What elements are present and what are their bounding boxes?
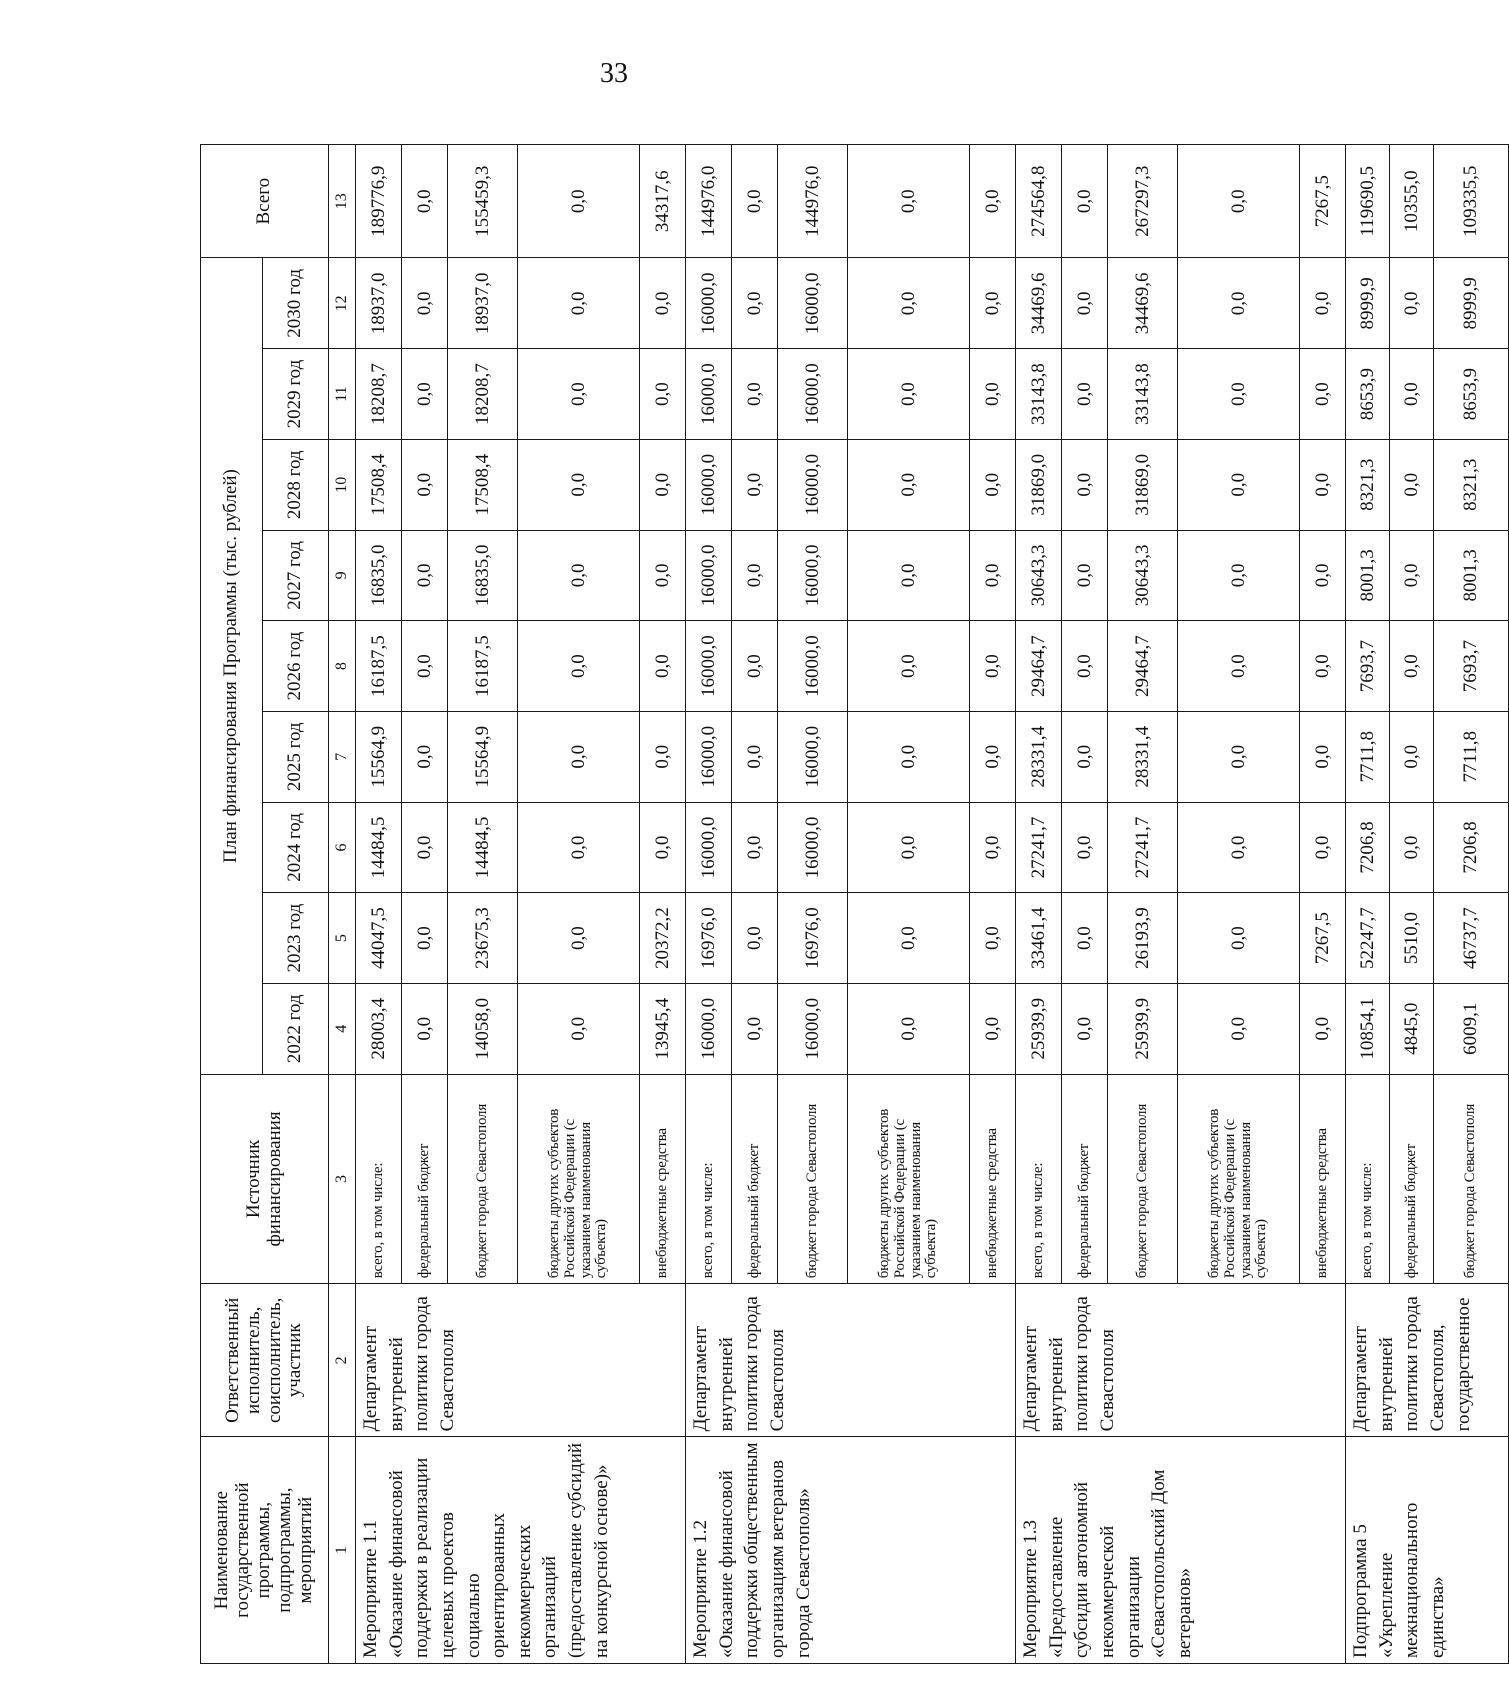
amount-cell: 0,0 (732, 349, 778, 440)
header-executor: Ответственный исполнитель, соисполнитель, участник (201, 1284, 329, 1437)
amount-cell: 0,0 (1062, 893, 1108, 984)
header-source: Источник финансирования (201, 1074, 329, 1284)
amount-cell: 0,0 (1390, 349, 1434, 440)
amount-cell: 16835,0 (448, 530, 518, 621)
amount-cell: 7711,8 (1346, 711, 1390, 802)
column-number: 4 (329, 983, 356, 1074)
amount-cell: 16976,0 (778, 893, 848, 984)
amount-cell: 15564,9 (356, 711, 402, 802)
amount-cell: 16000,0 (686, 711, 732, 802)
amount-cell: 0,0 (518, 530, 640, 621)
rotated-table-content (200, 144, 1481, 1664)
funding-source-cell: внебюджетные средства (640, 1074, 686, 1284)
amount-cell: 34469,6 (1016, 258, 1062, 349)
amount-cell: 0,0 (732, 439, 778, 530)
header-year-2029: 2029 год (263, 349, 329, 440)
executor-cell: Департамент внутренней политики города Севастополя (356, 1284, 686, 1437)
amount-cell: 0,0 (402, 711, 448, 802)
funding-source-cell: внебюджетные средства (1300, 1074, 1346, 1284)
financing-table (200, 144, 1509, 1664)
funding-source-cell: бюджеты других субъектов Российской Федерации (с указанием наименования субъекта) (848, 1074, 970, 1284)
total-cell: 144976,0 (686, 145, 732, 258)
amount-cell: 28331,4 (1108, 711, 1178, 802)
amount-cell: 0,0 (1390, 258, 1434, 349)
amount-cell: 0,0 (848, 802, 970, 893)
column-number: 7 (329, 711, 356, 802)
amount-cell: 0,0 (970, 893, 1016, 984)
amount-cell: 0,0 (518, 711, 640, 802)
amount-cell: 16835,0 (356, 530, 402, 621)
funding-source-cell: внебюджетные средства (970, 1074, 1016, 1284)
total-cell: 274564,8 (1016, 145, 1062, 258)
amount-cell: 0,0 (1390, 530, 1434, 621)
amount-cell: 0,0 (402, 621, 448, 712)
amount-cell: 0,0 (1390, 711, 1434, 802)
amount-cell: 52247,7 (1346, 893, 1390, 984)
funding-source-cell: федеральный бюджет (1062, 1074, 1108, 1284)
amount-cell: 0,0 (1300, 802, 1346, 893)
amount-cell: 16000,0 (686, 349, 732, 440)
amount-cell: 0,0 (402, 349, 448, 440)
total-cell: 0,0 (732, 145, 778, 258)
amount-cell: 0,0 (732, 711, 778, 802)
amount-cell: 14484,5 (356, 802, 402, 893)
amount-cell: 25939,9 (1108, 983, 1178, 1074)
amount-cell: 16000,0 (686, 258, 732, 349)
amount-cell: 28331,4 (1016, 711, 1062, 802)
amount-cell: 0,0 (402, 983, 448, 1074)
amount-cell: 29464,7 (1016, 621, 1062, 712)
header-year-2024: 2024 год (263, 802, 329, 893)
amount-cell: 16976,0 (686, 893, 732, 984)
amount-cell: 4845,0 (1390, 983, 1434, 1074)
amount-cell: 0,0 (732, 621, 778, 712)
amount-cell: 10854,1 (1346, 983, 1390, 1074)
amount-cell: 0,0 (1178, 349, 1300, 440)
column-number: 8 (329, 621, 356, 712)
amount-cell: 30643,3 (1108, 530, 1178, 621)
total-cell: 34317,6 (640, 145, 686, 258)
amount-cell: 0,0 (640, 439, 686, 530)
amount-cell: 16000,0 (686, 530, 732, 621)
amount-cell: 7206,8 (1434, 802, 1509, 893)
amount-cell: 33461,4 (1016, 893, 1062, 984)
amount-cell: 0,0 (1062, 258, 1108, 349)
amount-cell: 0,0 (640, 621, 686, 712)
header-year-2026: 2026 год (263, 621, 329, 712)
amount-cell: 0,0 (848, 983, 970, 1074)
amount-cell: 28003,4 (356, 983, 402, 1074)
amount-cell: 7206,8 (1346, 802, 1390, 893)
column-number: 1 (329, 1437, 356, 1664)
amount-cell: 0,0 (1300, 530, 1346, 621)
executor-cell: Департамент внутренней политики города Севастополя (686, 1284, 1016, 1437)
amount-cell: 16000,0 (686, 439, 732, 530)
amount-cell: 0,0 (732, 893, 778, 984)
funding-source-cell: всего, в том числе: (686, 1074, 732, 1284)
total-cell: 119690,5 (1346, 145, 1390, 258)
amount-cell: 27241,7 (1108, 802, 1178, 893)
funding-source-cell: федеральный бюджет (732, 1074, 778, 1284)
amount-cell: 16000,0 (778, 621, 848, 712)
amount-cell: 0,0 (402, 530, 448, 621)
amount-cell: 23675,3 (448, 893, 518, 984)
header-plan: План финансирования Программы (тыс. рублей) (201, 258, 263, 1074)
amount-cell: 0,0 (1062, 983, 1108, 1074)
funding-source-cell: бюджеты других субъектов Российской Федерации (с указанием наименования субъекта) (518, 1074, 640, 1284)
amount-cell: 16000,0 (778, 258, 848, 349)
header-year-2025: 2025 год (263, 711, 329, 802)
header-name: Наименование государственной программы, подпрограммы, мероприятий (201, 1437, 329, 1664)
program-item-name: Мероприятие 1.3 «Предоставление субсидии автономной некоммерческой организации «Севастопольский Дом ветеранов» (1016, 1437, 1346, 1664)
table-row (1016, 145, 1062, 1664)
amount-cell: 0,0 (1062, 802, 1108, 893)
amount-cell: 0,0 (1062, 349, 1108, 440)
amount-cell: 0,0 (1300, 983, 1346, 1074)
amount-cell: 14058,0 (448, 983, 518, 1074)
amount-cell: 0,0 (1062, 439, 1108, 530)
column-number: 13 (329, 145, 356, 258)
amount-cell: 0,0 (970, 258, 1016, 349)
amount-cell: 33143,8 (1016, 349, 1062, 440)
funding-source-cell: федеральный бюджет (402, 1074, 448, 1284)
total-cell: 109335,5 (1434, 145, 1509, 258)
amount-cell: 0,0 (732, 802, 778, 893)
amount-cell: 0,0 (1062, 621, 1108, 712)
amount-cell: 0,0 (848, 711, 970, 802)
amount-cell: 33143,8 (1108, 349, 1178, 440)
amount-cell: 0,0 (640, 349, 686, 440)
amount-cell: 18208,7 (356, 349, 402, 440)
amount-cell: 16000,0 (778, 349, 848, 440)
amount-cell: 0,0 (402, 258, 448, 349)
amount-cell: 29464,7 (1108, 621, 1178, 712)
amount-cell: 0,0 (732, 983, 778, 1074)
amount-cell: 0,0 (848, 621, 970, 712)
amount-cell: 16000,0 (686, 621, 732, 712)
amount-cell: 0,0 (1178, 530, 1300, 621)
funding-source-cell: бюджет города Севастополя (1108, 1074, 1178, 1284)
amount-cell: 14484,5 (448, 802, 518, 893)
amount-cell: 0,0 (732, 530, 778, 621)
amount-cell: 0,0 (1178, 258, 1300, 349)
amount-cell: 0,0 (848, 439, 970, 530)
executor-cell: Департамент внутренней политики города Севастополя (1016, 1284, 1346, 1437)
table-row (1346, 145, 1390, 1664)
total-cell: 0,0 (518, 145, 640, 258)
amount-cell: 0,0 (640, 802, 686, 893)
amount-cell: 13945,4 (640, 983, 686, 1074)
amount-cell: 0,0 (518, 802, 640, 893)
amount-cell: 0,0 (970, 983, 1016, 1074)
funding-source-cell: всего, в том числе: (1346, 1074, 1390, 1284)
amount-cell: 18208,7 (448, 349, 518, 440)
column-number: 6 (329, 802, 356, 893)
amount-cell: 0,0 (970, 349, 1016, 440)
amount-cell: 0,0 (970, 621, 1016, 712)
header-year-2023: 2023 год (263, 893, 329, 984)
amount-cell: 44047,5 (356, 893, 402, 984)
funding-source-cell: федеральный бюджет (1390, 1074, 1434, 1284)
amount-cell: 0,0 (970, 439, 1016, 530)
amount-cell: 26193,9 (1108, 893, 1178, 984)
amount-cell: 7693,7 (1346, 621, 1390, 712)
amount-cell: 0,0 (848, 893, 970, 984)
amount-cell: 7711,8 (1434, 711, 1509, 802)
amount-cell: 8653,9 (1346, 349, 1390, 440)
column-number: 5 (329, 893, 356, 984)
amount-cell: 0,0 (970, 711, 1016, 802)
amount-cell: 0,0 (518, 983, 640, 1074)
header-year-2030: 2030 год (263, 258, 329, 349)
amount-cell: 0,0 (1390, 439, 1434, 530)
amount-cell: 0,0 (518, 258, 640, 349)
amount-cell: 0,0 (848, 258, 970, 349)
column-number: 9 (329, 530, 356, 621)
funding-source-cell: всего, в том числе: (356, 1074, 402, 1284)
total-cell: 0,0 (970, 145, 1016, 258)
amount-cell: 34469,6 (1108, 258, 1178, 349)
amount-cell: 8999,9 (1346, 258, 1390, 349)
funding-source-cell: бюджет города Севастополя (778, 1074, 848, 1284)
amount-cell: 17508,4 (448, 439, 518, 530)
amount-cell: 18937,0 (356, 258, 402, 349)
header-year-2028: 2028 год (263, 439, 329, 530)
amount-cell: 0,0 (732, 258, 778, 349)
amount-cell: 15564,9 (448, 711, 518, 802)
amount-cell: 8001,3 (1434, 530, 1509, 621)
program-item-name: Подпрограмма 5 «Укрепление межнационального единства» (1346, 1437, 1509, 1664)
amount-cell: 0,0 (1300, 258, 1346, 349)
amount-cell: 20372,2 (640, 893, 686, 984)
amount-cell: 0,0 (402, 893, 448, 984)
page-number: 33 (600, 58, 628, 89)
amount-cell: 0,0 (848, 349, 970, 440)
amount-cell: 0,0 (1178, 893, 1300, 984)
column-number-row (329, 145, 356, 1664)
total-cell: 0,0 (1062, 145, 1108, 258)
rotated-table-frame (200, 144, 1481, 1664)
amount-cell: 25939,9 (1016, 983, 1062, 1074)
amount-cell: 16000,0 (686, 983, 732, 1074)
column-number: 10 (329, 439, 356, 530)
amount-cell: 5510,0 (1390, 893, 1434, 984)
amount-cell: 8653,9 (1434, 349, 1509, 440)
table-row (686, 145, 732, 1664)
column-number: 11 (329, 349, 356, 440)
column-number: 12 (329, 258, 356, 349)
amount-cell: 0,0 (1300, 711, 1346, 802)
header-total: Всего (201, 145, 329, 258)
amount-cell: 0,0 (402, 439, 448, 530)
amount-cell: 0,0 (1390, 802, 1434, 893)
total-cell: 0,0 (848, 145, 970, 258)
amount-cell: 0,0 (1300, 621, 1346, 712)
amount-cell: 0,0 (518, 893, 640, 984)
amount-cell: 7693,7 (1434, 621, 1509, 712)
amount-cell: 27241,7 (1016, 802, 1062, 893)
amount-cell: 0,0 (1178, 711, 1300, 802)
amount-cell: 31869,0 (1108, 439, 1178, 530)
amount-cell: 0,0 (1178, 439, 1300, 530)
total-cell: 155459,3 (448, 145, 518, 258)
amount-cell: 16000,0 (778, 983, 848, 1074)
amount-cell: 0,0 (1390, 621, 1434, 712)
amount-cell: 31869,0 (1016, 439, 1062, 530)
total-cell: 7267,5 (1300, 145, 1346, 258)
header-year-2022: 2022 год (263, 983, 329, 1074)
amount-cell: 0,0 (970, 530, 1016, 621)
funding-source-cell: всего, в том числе: (1016, 1074, 1062, 1284)
amount-cell: 0,0 (640, 711, 686, 802)
amount-cell: 0,0 (640, 258, 686, 349)
total-cell: 189776,9 (356, 145, 402, 258)
amount-cell: 16000,0 (778, 711, 848, 802)
amount-cell: 16000,0 (778, 802, 848, 893)
amount-cell: 18937,0 (448, 258, 518, 349)
amount-cell: 0,0 (518, 439, 640, 530)
amount-cell: 16000,0 (778, 439, 848, 530)
amount-cell: 17508,4 (356, 439, 402, 530)
amount-cell: 0,0 (1062, 530, 1108, 621)
total-cell: 144976,0 (778, 145, 848, 258)
amount-cell: 0,0 (640, 530, 686, 621)
amount-cell: 8321,3 (1346, 439, 1390, 530)
table-row (356, 145, 402, 1664)
amount-cell: 16000,0 (778, 530, 848, 621)
amount-cell: 0,0 (518, 621, 640, 712)
column-number: 3 (329, 1074, 356, 1284)
total-cell: 267297,3 (1108, 145, 1178, 258)
funding-source-cell: бюджет города Севастополя (448, 1074, 518, 1284)
amount-cell: 8999,9 (1434, 258, 1509, 349)
amount-cell: 0,0 (848, 530, 970, 621)
amount-cell: 0,0 (1178, 802, 1300, 893)
amount-cell: 0,0 (518, 349, 640, 440)
amount-cell: 8001,3 (1346, 530, 1390, 621)
program-item-name: Мероприятие 1.2 «Оказание финансовой поддержки общественным организациям ветеранов города Севастополя» (686, 1437, 1016, 1664)
total-cell: 10355,0 (1390, 145, 1434, 258)
funding-source-cell: бюджет города Севастополя (1434, 1074, 1509, 1284)
total-cell: 0,0 (1178, 145, 1300, 258)
amount-cell: 7267,5 (1300, 893, 1346, 984)
amount-cell: 16187,5 (448, 621, 518, 712)
amount-cell: 0,0 (1062, 711, 1108, 802)
amount-cell: 0,0 (1178, 983, 1300, 1074)
amount-cell: 0,0 (1300, 349, 1346, 440)
amount-cell: 46737,7 (1434, 893, 1509, 984)
amount-cell: 0,0 (970, 802, 1016, 893)
amount-cell: 6009,1 (1434, 983, 1509, 1074)
amount-cell: 30643,3 (1016, 530, 1062, 621)
program-item-name: Мероприятие 1.1 «Оказание финансовой поддержки в реализации целевых проектов социально ориентированных некоммерческих организаций (предоставление субсидий на конкурсной основе)» (356, 1437, 686, 1664)
amount-cell: 8321,3 (1434, 439, 1509, 530)
header-year-2027: 2027 год (263, 530, 329, 621)
amount-cell: 0,0 (1300, 439, 1346, 530)
amount-cell: 0,0 (1178, 621, 1300, 712)
amount-cell: 16187,5 (356, 621, 402, 712)
funding-source-cell: бюджеты других субъектов Российской Федерации (с указанием наименования субъекта) (1178, 1074, 1300, 1284)
amount-cell: 16000,0 (686, 802, 732, 893)
amount-cell: 0,0 (402, 802, 448, 893)
executor-cell: Департамент внутренней политики города Севастополя, государственное (1346, 1284, 1509, 1437)
total-cell: 0,0 (402, 145, 448, 258)
column-number: 2 (329, 1284, 356, 1437)
